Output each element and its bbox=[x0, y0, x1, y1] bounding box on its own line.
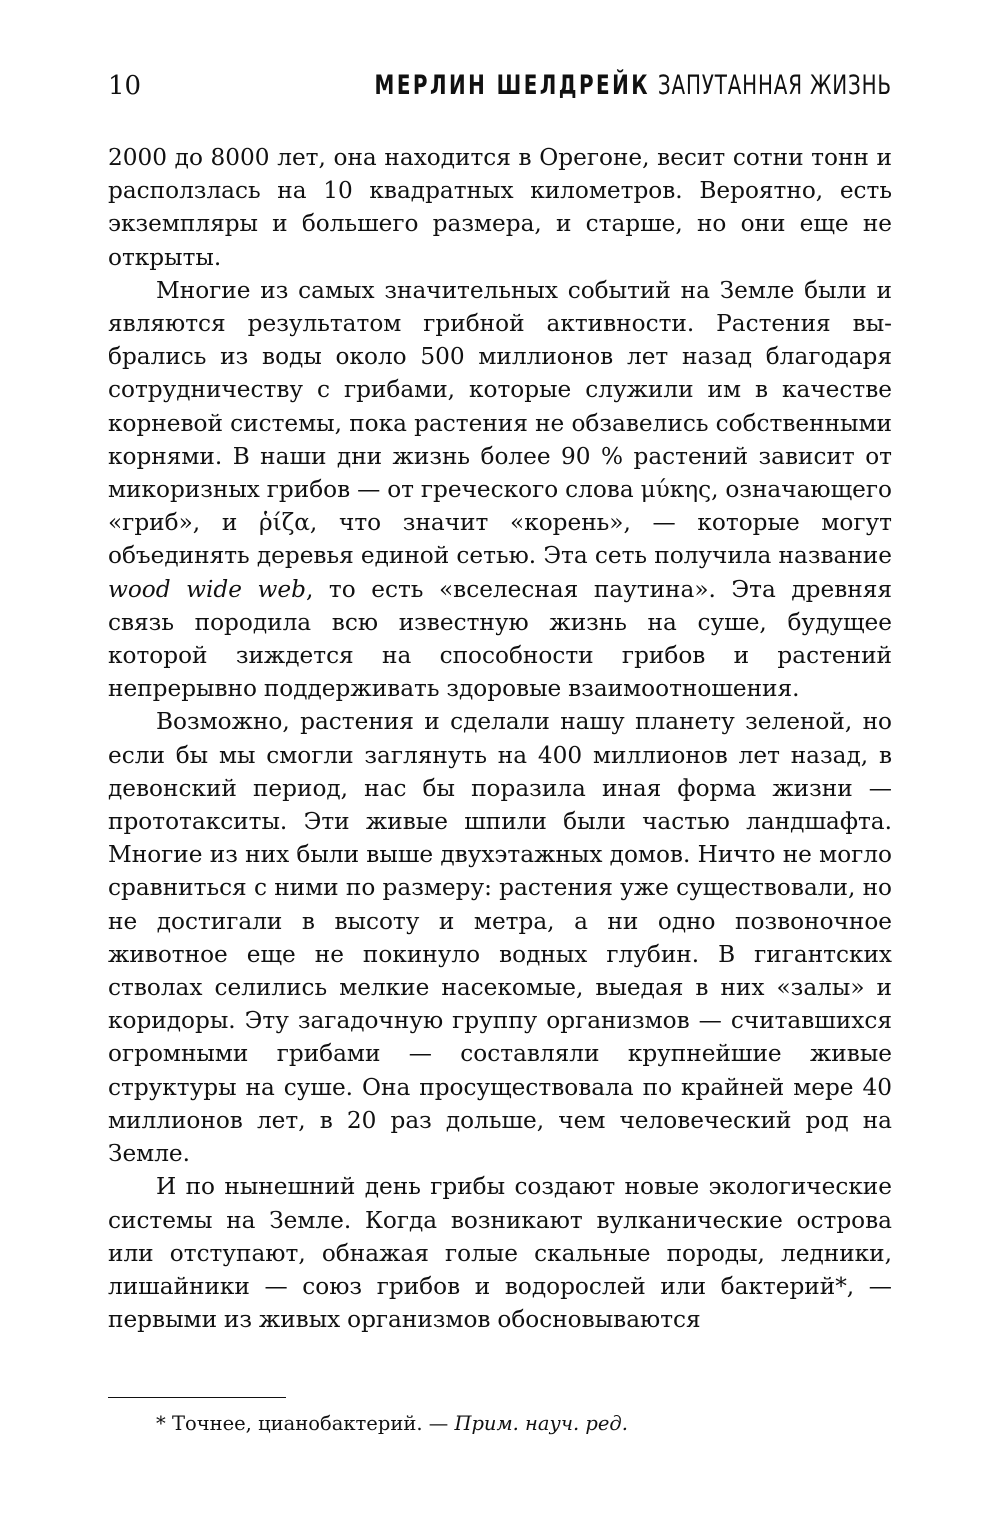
book-title: ЗАПУТАННАЯ ЖИЗНЬ bbox=[658, 70, 892, 101]
text-run: 2000 до 8000 лет, она находится в Орегоне, весит сотни тонн и расползлась на 10 квадратных километров. Вероятно, есть экземпляры и большего размера, и старше, но они еще не открыты. bbox=[108, 144, 892, 271]
footnote bbox=[156, 1410, 628, 1438]
text-run: , то есть «вселесная паутина». Эта древняя связь породила всю известную жизнь на суше, будущее которой зиждется на способности грибов и растений непрерывно поддерживать здоровые взаимоотношения. bbox=[108, 575, 892, 703]
author-name: МЕРЛИН ШЕЛДРЕЙК bbox=[374, 70, 651, 101]
paragraph bbox=[108, 1170, 892, 1336]
footnote-divider bbox=[108, 1397, 286, 1398]
paragraph bbox=[108, 274, 892, 706]
paragraph bbox=[108, 141, 892, 274]
running-head bbox=[108, 70, 892, 114]
text-run: Возможно, растения и сделали нашу планету зеленой, но если бы мы смогли заглянуть на 400 миллионов лет назад, в девонский период, нас бы поразила иная форма жизни — прототакситы. Эти живые шпили были частью ландшафта. Многие из них были выше двухэтажных домов. Ничто не могло сравниться с ними по размеру: растения уже существовали, но не достигали в высоту и метра, а ни одно позвоночное животное еще не покинуло водных глубин. В гигантских стволах селились мелкие насекомые, выедая в них «залы» и коридоры. Эту загадочную группу организмов — считавшихся огромными грибами — составляли крупнейшие живые структуры на суше. Она просуществовала по крайней мере 40 миллионов лет, в 20 раз дольше, чем человеческий род на Земле. bbox=[108, 708, 892, 1168]
paragraph bbox=[108, 705, 892, 1170]
footnote-attribution: Прим. науч. ред. bbox=[454, 1412, 628, 1435]
text-run: И по нынешний день грибы создают новые экологические системы на Земле. Когда возникают вулканические острова или отступают, обнажая голые скальные породы, ледники, лишайники — союз грибов и водорослей или бактерий*, — первыми из живых организмов обосновываются bbox=[108, 1173, 892, 1334]
running-title bbox=[375, 70, 892, 101]
text-run: Многие из самых значительных событий на Земле были и являются результатом грибной активности. Растения выбрались из воды около 500 миллионов лет назад благодаря сотрудничеству с грибами, которые служили им в качестве корневой системы, пока растения не обзавелись собственными корнями. В наши дни жизнь более 90 % растений зависит от микоризных грибов — от греческого слова μύκης, означающего «гриб», и ῥίζα, что значит «корень», — которые могут объединять деревья единой сетью. Эта сеть получила название bbox=[108, 276, 892, 570]
page-number: 10 bbox=[108, 71, 142, 101]
body-text bbox=[108, 141, 892, 1336]
footnote-text: Точнее, цианобактерий. — bbox=[171, 1412, 449, 1435]
italic-phrase: wood wide web bbox=[108, 575, 306, 603]
footnote-marker: * bbox=[156, 1412, 166, 1435]
